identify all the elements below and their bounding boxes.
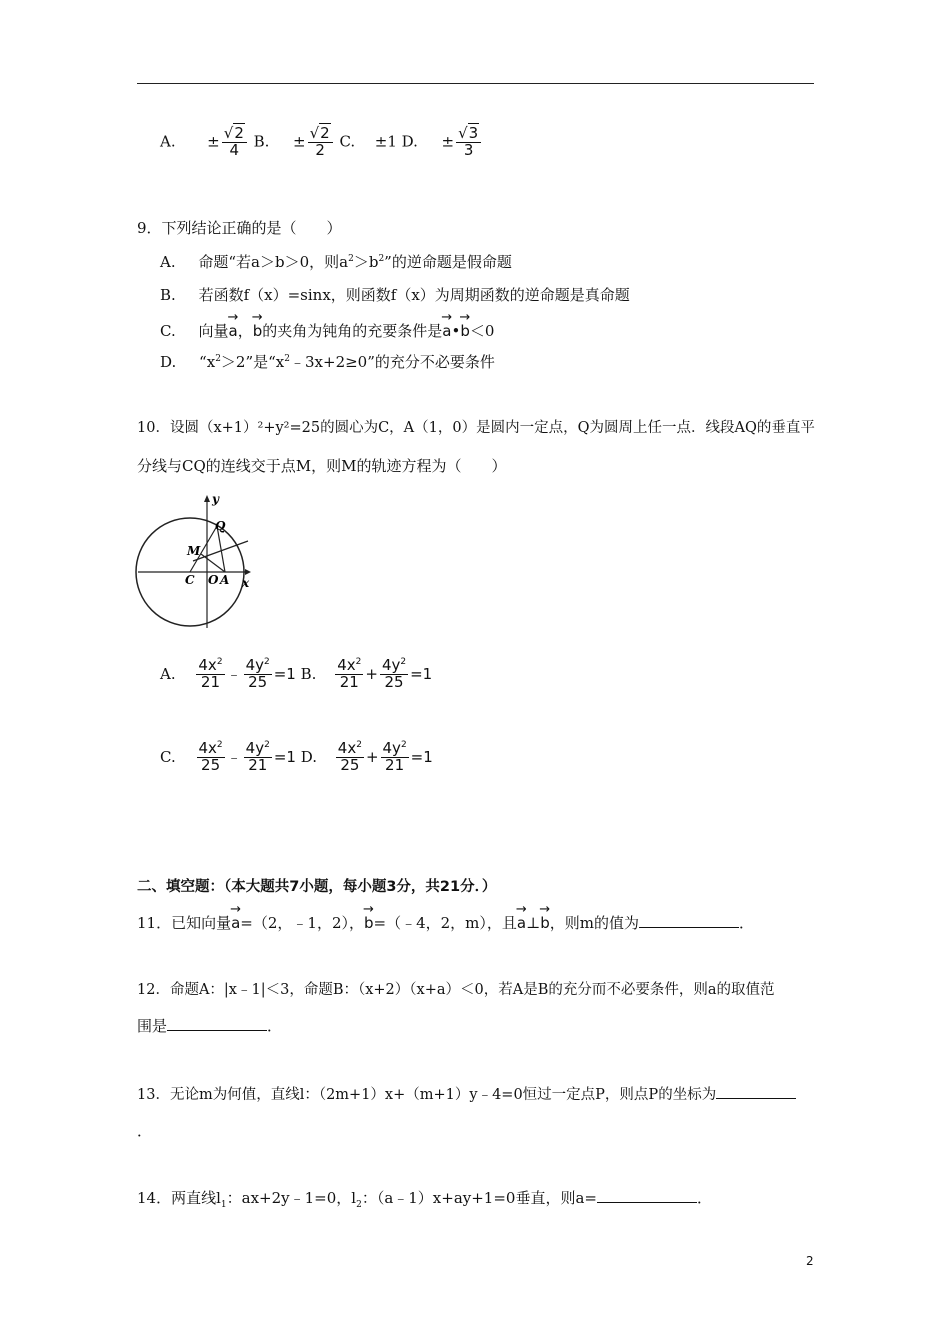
q14-text-1: 14．两直线l (137, 1189, 221, 1207)
q9-option-b (160, 286, 630, 304)
q10-option-c-frac-1: $\frac{4x^2}{25}$ (198, 739, 223, 774)
vector-a: → a (231, 908, 240, 932)
q8-option-a-label: A. (160, 132, 176, 151)
q13-line-1 (137, 1086, 796, 1104)
vector-b: → b (364, 908, 374, 932)
q8-options (160, 126, 483, 159)
x-axis-arrow (245, 569, 251, 575)
q8-option-c-label: C. (339, 132, 356, 151)
vector-b: → b (253, 316, 263, 340)
q9-option-c-text-1: 向量 (198, 322, 229, 340)
q8-option-a-sign: ± (207, 132, 220, 151)
page-number: 2 (806, 1254, 814, 1268)
q10-option-c-op: ﹣ (226, 747, 242, 766)
vector-b: → b (540, 908, 550, 932)
q10-option-b-op: + (365, 664, 378, 683)
vector-a: → a (229, 316, 238, 340)
q10-option-a-eq: =1 (273, 664, 296, 683)
q10-option-b-label: B. (300, 664, 317, 683)
q9-option-d-text-3: ﹣3x+2≥0”的充分不必要条件 (290, 353, 495, 371)
label-m: M (187, 544, 201, 558)
q10-option-a-op: ﹣ (226, 664, 242, 683)
q14-end: ． (696, 1189, 712, 1207)
q10-option-d-label: D. (300, 747, 317, 766)
q9-option-c-text-3: ＜0 (469, 322, 495, 340)
vector-b: → b (460, 316, 470, 340)
q10-stem-line-2: 分线与CQ的连线交于点M，则M的轨迹方程为（ ） (137, 457, 507, 475)
q10-option-d-op: + (365, 747, 379, 766)
q9-option-d-text-2: ＞2”是“x (220, 353, 285, 371)
q9-option-b-text: 若函数f（x）=sinx，则函数f（x）为周期函数的逆命题是真命题 (198, 286, 630, 304)
q9-option-d-sup-1: 2 (215, 354, 221, 364)
label-x: x (242, 576, 250, 590)
q13-line-1-text: 13．无论m为何值，直线l：（2m+1）x+（m+1）y﹣4=0恒过一定点P，则点P的坐标为 (137, 1087, 717, 1103)
q9-option-b-label: B. (160, 286, 176, 304)
q9-option-c (160, 316, 494, 340)
q13-answer-blank[interactable] (716, 1086, 796, 1099)
q12-line-1: 12．命题A：|x﹣1|＜3，命题B：（x+2）（x+a）＜0，若A是B的充分而不必要条件，则a的取值范 (137, 982, 775, 998)
q10-option-d-eq: =1 (410, 747, 433, 766)
label-q: Q (215, 519, 226, 533)
label-o: O (208, 573, 219, 587)
q10-stem-line-1: 10．设圆（x+1）²+y²=25的圆心为C，A（1，0）是圆内一定点，Q为圆周上任一点．线段AQ的垂直平 (137, 420, 815, 436)
q14 (137, 1189, 712, 1211)
q10-option-a-frac-2: $\frac{4y^2}{25}$ (245, 656, 270, 691)
q11-text-1: 11．已知向量 (137, 914, 232, 932)
q10-options-row-2 (160, 741, 433, 774)
q10-option-c-label: C. (160, 747, 176, 766)
perpendicular-sign: ⊥ (526, 914, 541, 932)
q9-option-c-sep: ， (237, 322, 253, 340)
q10-option-d-frac-2: $\frac{4y^2}{21}$ (382, 739, 407, 774)
q9-option-c-label: C. (160, 322, 176, 340)
vector-a: → a (442, 316, 451, 340)
q14-sub-1: 1 (220, 1200, 227, 1210)
q14-sub-2: 2 (356, 1200, 362, 1210)
q9-option-c-text-2: 的夹角为钝角的充要条件是 (262, 322, 443, 340)
q9-option-a-sup-2: 2 (378, 254, 385, 264)
q9-option-a-text-1: 命题“若a＞b＞0，则a (198, 253, 349, 271)
q9-option-a-text-2: ＞b (353, 253, 379, 271)
q10-option-b-frac-1: $\frac{4x^2}{21}$ (337, 656, 362, 691)
y-axis-arrow (204, 495, 210, 502)
q8-option-d-fraction: $\frac{√3}{3}$ (456, 126, 481, 159)
q10-options-row-1 (160, 658, 432, 691)
q8-option-b-sign: ± (293, 132, 306, 151)
q9-option-a-text-3: ”的逆命题是假命题 (384, 253, 512, 271)
q8-option-b-fraction: $\frac{√2}{2}$ (308, 126, 333, 159)
q11-text-4: ，则m的值为 (549, 914, 639, 932)
q9-option-d-text-1: “x (199, 353, 216, 371)
q9-option-a-label: A. (160, 253, 176, 271)
label-c: C (185, 573, 195, 587)
q8-option-d-label: D. (401, 132, 418, 151)
q11 (137, 908, 754, 932)
q10-option-c-frac-2: $\frac{4y^2}{21}$ (245, 739, 270, 774)
q11-text-2: =（2，﹣1，2）， (240, 914, 364, 932)
q10-option-a-label: A. (160, 664, 176, 683)
q10-option-b-eq: =1 (410, 664, 433, 683)
vector-a: → a (517, 908, 526, 932)
q8-option-a-fraction: $\frac{√2}{4}$ (222, 126, 247, 159)
q10-option-b-frac-2: $\frac{4y^2}{25}$ (381, 656, 407, 691)
q9-option-a-sup-1: 2 (348, 254, 354, 264)
q9-option-d-sup-2: 2 (284, 354, 290, 364)
q13-line-2: ． (137, 1122, 153, 1140)
label-a: A (220, 573, 230, 587)
q11-answer-blank[interactable] (639, 915, 739, 928)
dot-product-sign: • (451, 322, 461, 340)
q11-end: ． (739, 914, 755, 932)
label-y: y (212, 492, 219, 506)
q12-end: ． (267, 1017, 283, 1035)
q11-text-3: =（﹣4，2，m），且 (373, 914, 517, 932)
q10-option-a-frac-1: $\frac{4x^2}{21}$ (198, 656, 223, 691)
q14-text-3: ：（a﹣1）x+ay+1=0垂直，则a= (361, 1189, 597, 1207)
header-rule (137, 83, 814, 84)
q8-option-d-sign: ± (441, 132, 455, 151)
q14-answer-blank[interactable] (597, 1190, 697, 1203)
q9-option-d (160, 353, 495, 371)
q10-option-c-eq: =1 (273, 747, 296, 766)
q14-text-2: ：ax+2y﹣1=0，l (226, 1189, 357, 1207)
q8-option-b-label: B. (253, 132, 270, 151)
circle-figure (135, 492, 260, 632)
q12-line-2-text: 围是 (137, 1017, 168, 1035)
q12-line-2 (137, 1017, 282, 1035)
q8-option-c-text: ±1 (374, 132, 397, 151)
section-2-heading: 二、填空题：（本大题共7小题，每小题3分，共21分．） (137, 879, 497, 895)
q9-option-d-label: D. (160, 353, 177, 371)
q12-answer-blank[interactable] (167, 1018, 267, 1031)
q10-option-d-frac-1: $\frac{4x^2}{25}$ (337, 739, 362, 774)
q9-option-a (160, 253, 512, 271)
q9-stem: 9．下列结论正确的是（ ） (137, 219, 342, 237)
